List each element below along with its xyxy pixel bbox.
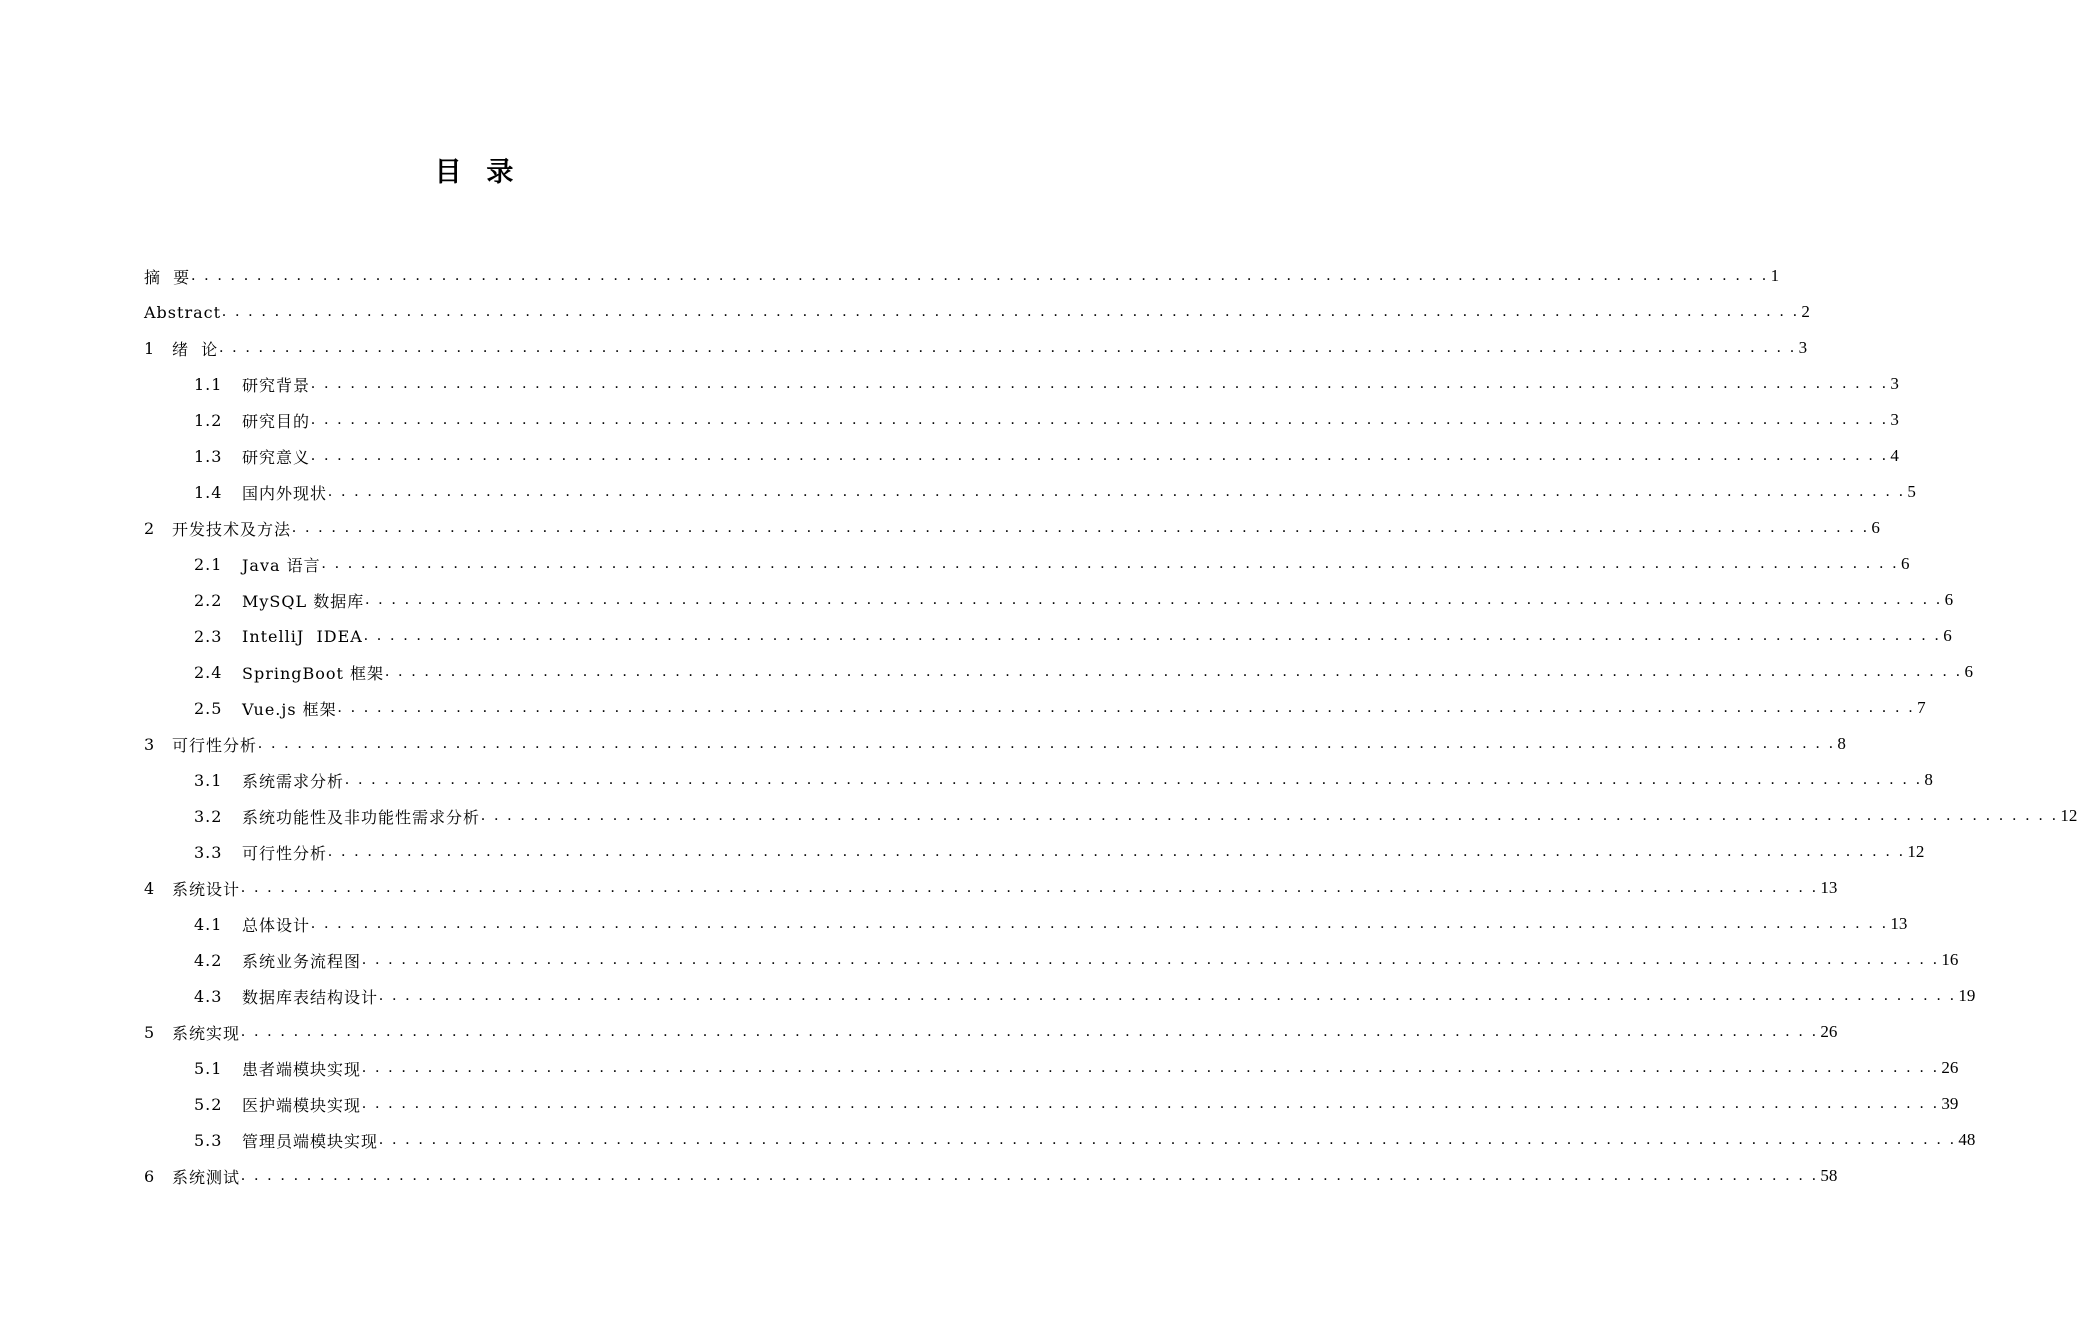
- toc-entry-page-number: 16: [1941, 950, 1959, 969]
- dot-leader: . . . . . . . . . . . . . . . . . . . . . . . . . . . . . . . . . . . . . . . . . . . . . . . . . . . . . . . . . . . . . . . . . . . . . . . . . . . . . . . . . . . . . . . . . . . . . . . . . . . . . . . . . . . . . . . . . . . . . . . .: [222, 303, 1800, 320]
- toc-entry-page-number: 3: [1890, 374, 1899, 393]
- dot-leader: . . . . . . . . . . . . . . . . . . . . . . . . . . . . . . . . . . . . . . . . . . . . . . . . . . . . . . . . . . . . . . . . . . . . . . . . . . . . . . . . . . . . . . . . . . . . . . . . . . . . . . . . . . . . . . . . . . . . . . . .: [311, 447, 1889, 464]
- dot-leader: . . . . . . . . . . . . . . . . . . . . . . . . . . . . . . . . . . . . . . . . . . . . . . . . . . . . . . . . . . . . . . . . . . . . . . . . . . . . . . . . . . . . . . . . . . . . . . . . . . . . . . . . . . . . . . . . . . . . . . . .: [362, 1059, 1940, 1076]
- toc-entry-number: 2.1: [194, 554, 223, 574]
- toc-entry-label: 研究目的: [242, 411, 311, 431]
- toc-title: 目 录: [434, 157, 516, 188]
- toc-entry-number: 2.2: [194, 590, 223, 610]
- toc-entry-label: Vue.js 框架: [242, 699, 337, 719]
- toc-subsection-entry[interactable]: [144, 906, 1908, 942]
- toc-entry-number: 4.1: [194, 914, 223, 934]
- toc-entry-number: 4.2: [194, 950, 223, 970]
- toc-entry-number: 2.3: [194, 626, 223, 646]
- dot-leader: . . . . . . . . . . . . . . . . . . . . . . . . . . . . . . . . . . . . . . . . . . . . . . . . . . . . . . . . . . . . . . . . . . . . . . . . . . . . . . . . . . . . . . . . . . . . . . . . . . . . . . . . . . . . . . . . . . . . . . . .: [328, 843, 1906, 860]
- toc-entry-number: 5.3: [194, 1130, 223, 1150]
- toc-entry-label: SpringBoot 框架: [242, 663, 385, 683]
- toc-entry-number: 1.1: [194, 374, 223, 394]
- toc-entry-page-number: 4: [1890, 446, 1899, 465]
- toc-entry-label: 总体设计: [242, 915, 311, 935]
- toc-entry-number: 3: [144, 734, 155, 754]
- toc-subsection-entry[interactable]: [144, 474, 1916, 510]
- dot-leader: . . . . . . . . . . . . . . . . . . . . . . . . . . . . . . . . . . . . . . . . . . . . . . . . . . . . . . . . . . . . . . . . . . . . . . . . . . . . . . . . . . . . . . . . . . . . . . . . . . . . . . . . . . . . . . . . . . . . . . . .: [379, 1131, 1957, 1148]
- toc-entry-number: 2.4: [194, 662, 223, 682]
- toc-subsection-entry[interactable]: [144, 1050, 1959, 1086]
- toc-entry-number: 5.1: [194, 1058, 223, 1078]
- toc-section-entry[interactable]: [144, 294, 1810, 330]
- dot-leader: . . . . . . . . . . . . . . . . . . . . . . . . . . . . . . . . . . . . . . . . . . . . . . . . . . . . . . . . . . . . . . . . . . . . . . . . . . . . . . . . . . . . . . . . . . . . . . . . . . . . . . . . . . . . . . . . . . . . . . . .: [362, 1095, 1940, 1112]
- toc-entry-page-number: 5: [1907, 482, 1916, 501]
- dot-leader: . . . . . . . . . . . . . . . . . . . . . . . . . . . . . . . . . . . . . . . . . . . . . . . . . . . . . . . . . . . . . . . . . . . . . . . . . . . . . . . . . . . . . . . . . . . . . . . . . . . . . . . . . . . . . . . . . . . . . . . .: [345, 771, 1923, 788]
- toc-subsection-entry[interactable]: [144, 978, 1976, 1014]
- toc-entry-label: Abstract: [144, 302, 222, 322]
- toc-entry-page-number: 58: [1820, 1166, 1838, 1185]
- toc-section-entry[interactable]: [144, 330, 1808, 366]
- dot-leader: . . . . . . . . . . . . . . . . . . . . . . . . . . . . . . . . . . . . . . . . . . . . . . . . . . . . . . . . . . . . . . . . . . . . . . . . . . . . . . . . . . . . . . . . . . . . . . . . . . . . . . . . . . . . . . . . . . . . . . . .: [363, 627, 1942, 644]
- toc-entry-page-number: 6: [1964, 662, 1973, 681]
- toc-subsection-entry[interactable]: [144, 942, 1959, 978]
- toc-entry-page-number: 8: [1837, 734, 1846, 753]
- toc-entry-number: 1.3: [194, 446, 223, 466]
- dot-leader: . . . . . . . . . . . . . . . . . . . . . . . . . . . . . . . . . . . . . . . . . . . . . . . . . . . . . . . . . . . . . . . . . . . . . . . . . . . . . . . . . . . . . . . . . . . . . . . . . . . . . . . . . . . . . . . . . . . . . . . .: [258, 735, 1836, 752]
- dot-leader: . . . . . . . . . . . . . . . . . . . . . . . . . . . . . . . . . . . . . . . . . . . . . . . . . . . . . . . . . . . . . . . . . . . . . . . . . . . . . . . . . . . . . . . . . . . . . . . . . . . . . . . . . . . . . . . . . . . . . . . .: [311, 375, 1889, 392]
- toc-entry-label: 患者端模块实现: [242, 1059, 362, 1079]
- toc-entry-page-number: 26: [1941, 1058, 1959, 1077]
- toc-entry-page-number: 6: [1943, 626, 1952, 645]
- toc-entry-label: 系统实现: [172, 1023, 241, 1043]
- toc-entry-page-number: 8: [1924, 770, 1933, 789]
- toc-entry-page-number: 48: [1958, 1130, 1976, 1149]
- toc-entry-page-number: 39: [1941, 1094, 1959, 1113]
- dot-leader: . . . . . . . . . . . . . . . . . . . . . . . . . . . . . . . . . . . . . . . . . . . . . . . . . . . . . . . . . . . . . . . . . . . . . . . . . . . . . . . . . . . . . . . . . . . . . . . . . . . . . . . . . . . . . . . . . . . . . . . .: [362, 951, 1940, 968]
- dot-leader: . . . . . . . . . . . . . . . . . . . . . . . . . . . . . . . . . . . . . . . . . . . . . . . . . . . . . . . . . . . . . . . . . . . . . . . . . . . . . . . . . . . . . . . . . . . . . . . . . . . . . . . . . . . . . . . . . . . . . . . .: [481, 807, 2059, 824]
- toc-entry-label: 研究背景: [242, 375, 311, 395]
- toc-entry-label: IntelliJ IDEA: [242, 626, 363, 646]
- dot-leader: . . . . . . . . . . . . . . . . . . . . . . . . . . . . . . . . . . . . . . . . . . . . . . . . . . . . . . . . . . . . . . . . . . . . . . . . . . . . . . . . . . . . . . . . . . . . . . . . . . . . . . . . . . . . . . . . . . . . . . . .: [328, 483, 1906, 500]
- toc-entry-label: 绪 论: [172, 339, 219, 359]
- toc-entry-page-number: 3: [1798, 338, 1808, 357]
- toc-section-entry[interactable]: [144, 510, 1880, 546]
- toc-subsection-entry[interactable]: [144, 402, 1899, 438]
- toc-entry-label: 可行性分析: [242, 843, 328, 863]
- toc-entry-label: 摘 要: [144, 267, 191, 287]
- toc-section-entry[interactable]: [144, 1014, 1838, 1050]
- dot-leader: . . . . . . . . . . . . . . . . . . . . . . . . . . . . . . . . . . . . . . . . . . . . . . . . . . . . . . . . . . . . . . . . . . . . . . . . . . . . . . . . . . . . . . . . . . . . . . . . . . . . . . . . . . . . . . . . . . . . . . . .: [241, 1167, 1819, 1184]
- toc-entry-label: 国内外现状: [242, 483, 328, 503]
- dot-leader: . . . . . . . . . . . . . . . . . . . . . . . . . . . . . . . . . . . . . . . . . . . . . . . . . . . . . . . . . . . . . . . . . . . . . . . . . . . . . . . . . . . . . . . . . . . . . . . . . . . . . . . . . . . . . . . . . . . . . . . .: [379, 987, 1957, 1004]
- toc-entry-number: 1.2: [194, 410, 223, 430]
- toc-entry-label: 可行性分析: [172, 735, 258, 755]
- toc-entry-label: 医护端模块实现: [242, 1095, 362, 1115]
- toc-entry-label: 数据库表结构设计: [242, 987, 379, 1007]
- toc-entry-page-number: 6: [1944, 590, 1954, 609]
- toc-subsection-entry[interactable]: [144, 654, 1973, 690]
- dot-leader: . . . . . . . . . . . . . . . . . . . . . . . . . . . . . . . . . . . . . . . . . . . . . . . . . . . . . . . . . . . . . . . . . . . . . . . . . . . . . . . . . . . . . . . . . . . . . . . . . . . . . . . . . . . . . . . . . . . . . . . .: [365, 591, 1943, 608]
- toc-entry-number: 5: [144, 1022, 155, 1042]
- toc-subsection-entry[interactable]: [144, 798, 2077, 834]
- toc-entry-number: 4: [144, 878, 155, 898]
- toc-entry-label: 系统功能性及非功能性需求分析: [242, 807, 481, 827]
- toc-entry-number: 6: [144, 1166, 155, 1186]
- toc-entry-label: 系统业务流程图: [242, 951, 362, 971]
- toc-entry-page-number: 19: [1958, 986, 1976, 1005]
- dot-leader: . . . . . . . . . . . . . . . . . . . . . . . . . . . . . . . . . . . . . . . . . . . . . . . . . . . . . . . . . . . . . . . . . . . . . . . . . . . . . . . . . . . . . . . . . . . . . . . . . . . . . . . . . . . . . . . . . . . . . . . .: [241, 879, 1819, 896]
- toc-entry-page-number: 13: [1890, 914, 1908, 933]
- toc-entry-number: 1: [144, 338, 155, 358]
- toc-entry-page-number: 3: [1890, 410, 1899, 429]
- toc-section-entry[interactable]: [144, 1158, 1838, 1194]
- toc-entry-number: 1.4: [194, 482, 223, 502]
- toc-entry-number: 2: [144, 518, 155, 538]
- dot-leader: . . . . . . . . . . . . . . . . . . . . . . . . . . . . . . . . . . . . . . . . . . . . . . . . . . . . . . . . . . . . . . . . . . . . . . . . . . . . . . . . . . . . . . . . . . . . . . . . . . . . . . . . . . . . . . . . . . . . . . . .: [292, 519, 1870, 536]
- toc-entry-number: 3.1: [194, 770, 223, 790]
- toc-entry-label: 系统测试: [172, 1167, 241, 1187]
- toc-entry-label: 管理员端模块实现: [242, 1131, 379, 1151]
- dot-leader: . . . . . . . . . . . . . . . . . . . . . . . . . . . . . . . . . . . . . . . . . . . . . . . . . . . . . . . . . . . . . . . . . . . . . . . . . . . . . . . . . . . . . . . . . . . . . . . . . . . . . . . . . . . . . . . . . . . . . . . .: [321, 555, 1900, 572]
- toc-entry-number: 3.2: [194, 806, 223, 826]
- toc-entry-label: 开发技术及方法: [172, 519, 292, 539]
- toc-subsection-entry[interactable]: [144, 834, 1925, 870]
- dot-leader: . . . . . . . . . . . . . . . . . . . . . . . . . . . . . . . . . . . . . . . . . . . . . . . . . . . . . . . . . . . . . . . . . . . . . . . . . . . . . . . . . . . . . . . . . . . . . . . . . . . . . . . . . . . . . . . . . . . . . . . .: [385, 663, 1963, 680]
- toc-entry-number: 5.2: [194, 1094, 223, 1114]
- toc-entry-page-number: 26: [1820, 1022, 1838, 1041]
- toc-entry-page-number: 12: [2060, 806, 2077, 825]
- toc-entry-label: MySQL 数据库: [242, 591, 365, 611]
- toc-entry-label: Java 语言: [242, 555, 321, 575]
- toc-entry-number: 4.3: [194, 986, 223, 1006]
- toc-subsection-entry[interactable]: [144, 546, 1910, 582]
- toc-entry-page-number: 6: [1871, 518, 1880, 537]
- table-of-contents: [144, 258, 2077, 1194]
- toc-entry-page-number: 13: [1820, 878, 1838, 897]
- toc-subsection-entry[interactable]: [144, 1122, 1976, 1158]
- toc-subsection-entry[interactable]: [144, 762, 1933, 798]
- toc-entry-page-number: 7: [1917, 698, 1926, 717]
- dot-leader: . . . . . . . . . . . . . . . . . . . . . . . . . . . . . . . . . . . . . . . . . . . . . . . . . . . . . . . . . . . . . . . . . . . . . . . . . . . . . . . . . . . . . . . . . . . . . . . . . . . . . . . . . . . . . . . . . . . . . . . .: [241, 1023, 1819, 1040]
- toc-subsection-entry[interactable]: [144, 438, 1899, 474]
- toc-subsection-entry[interactable]: [144, 582, 1954, 618]
- dot-leader: . . . . . . . . . . . . . . . . . . . . . . . . . . . . . . . . . . . . . . . . . . . . . . . . . . . . . . . . . . . . . . . . . . . . . . . . . . . . . . . . . . . . . . . . . . . . . . . . . . . . . . . . . . . . . . . . . . . . . . . .: [311, 915, 1889, 932]
- toc-subsection-entry[interactable]: [144, 690, 1926, 726]
- dot-leader: . . . . . . . . . . . . . . . . . . . . . . . . . . . . . . . . . . . . . . . . . . . . . . . . . . . . . . . . . . . . . . . . . . . . . . . . . . . . . . . . . . . . . . . . . . . . . . . . . . . . . . . . . . . . . . . . . . . . . . . .: [219, 339, 1797, 356]
- toc-section-entry[interactable]: [144, 870, 1838, 906]
- toc-subsection-entry[interactable]: [144, 1086, 1959, 1122]
- toc-section-entry[interactable]: [144, 726, 1846, 762]
- toc-entry-label: 系统需求分析: [242, 771, 345, 791]
- toc-entry-page-number: 6: [1901, 554, 1910, 573]
- dot-leader: . . . . . . . . . . . . . . . . . . . . . . . . . . . . . . . . . . . . . . . . . . . . . . . . . . . . . . . . . . . . . . . . . . . . . . . . . . . . . . . . . . . . . . . . . . . . . . . . . . . . . . . . . . . . . . . . . . . . . . . .: [311, 411, 1889, 428]
- toc-entry-page-number: 1: [1770, 266, 1780, 285]
- dot-leader: . . . . . . . . . . . . . . . . . . . . . . . . . . . . . . . . . . . . . . . . . . . . . . . . . . . . . . . . . . . . . . . . . . . . . . . . . . . . . . . . . . . . . . . . . . . . . . . . . . . . . . . . . . . . . . . . . . . . . . . .: [191, 267, 1769, 284]
- toc-entry-page-number: 12: [1907, 842, 1925, 861]
- toc-subsection-entry[interactable]: [144, 366, 1899, 402]
- toc-subsection-entry[interactable]: [144, 618, 1952, 654]
- toc-entry-number: 3.3: [194, 842, 223, 862]
- toc-section-entry[interactable]: [144, 258, 1780, 294]
- toc-entry-label: 系统设计: [172, 879, 241, 899]
- dot-leader: . . . . . . . . . . . . . . . . . . . . . . . . . . . . . . . . . . . . . . . . . . . . . . . . . . . . . . . . . . . . . . . . . . . . . . . . . . . . . . . . . . . . . . . . . . . . . . . . . . . . . . . . . . . . . . . . . . . . . . . .: [337, 699, 1916, 716]
- toc-entry-label: 研究意义: [242, 447, 311, 467]
- toc-entry-number: 2.5: [194, 698, 223, 718]
- toc-entry-page-number: 2: [1801, 302, 1810, 321]
